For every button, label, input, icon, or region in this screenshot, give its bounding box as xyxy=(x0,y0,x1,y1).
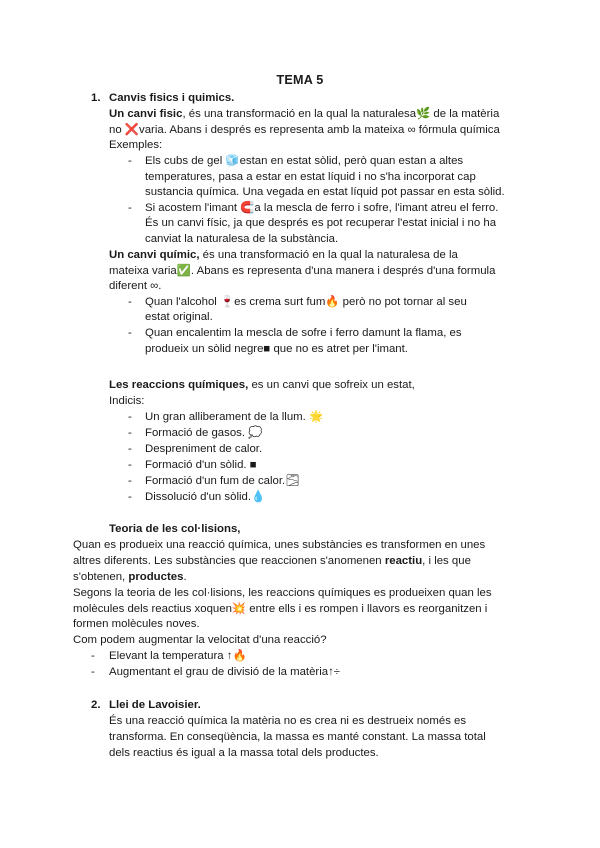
bullet-dash: - xyxy=(128,491,132,503)
example-1-line-1: Els cubs de gel 🧊estan en estat sòlid, però quan estan a altes xyxy=(145,155,464,167)
section-2-number: 2. xyxy=(91,699,101,711)
teoria-line-6: formen molècules noves. xyxy=(73,618,200,630)
teoria-line-3-text: s'obtenen, xyxy=(73,571,129,583)
canvi-quimic-text-3: diferent ∞. xyxy=(109,280,162,292)
bullet-dash: - xyxy=(128,443,132,455)
section-2-heading: Llei de Lavoisier. xyxy=(109,699,201,711)
indici-item: Formació d'un sòlid. ■ xyxy=(145,459,257,471)
lavoisier-line-1: És una reacció química la matèria no es crea ni es destrueix només es xyxy=(109,715,467,727)
example-4-line-2: produeix un sòlid negre■ que no es atret per l'imant. xyxy=(145,343,408,355)
indici-item: Despreniment de calor. xyxy=(145,443,263,455)
teoria-heading: Teoria de les col·lisions, xyxy=(109,523,241,535)
teoria-option-2: Augmentant el grau de divisió de la matèria↑÷ xyxy=(109,666,341,678)
example-2-line-1: Si acostem l'imant 🧲a la mescla de ferro i sofre, l'imant atreu el ferro. xyxy=(145,202,499,214)
canvi-fisic-paragraph xyxy=(109,107,499,123)
canvi-quimic-text-2: mateixa varia✅. Abans es representa d'una manera i després d'una formula xyxy=(109,265,496,277)
teoria-line-1: Quan es produeix una reacció química, unes substàncies es transformen en unes xyxy=(73,539,486,551)
teoria-line-3-end: . xyxy=(183,571,187,583)
section-1-heading: Canvis fisics i quimics. xyxy=(109,92,235,104)
bullet-dash: - xyxy=(128,327,132,339)
bullet-dash: - xyxy=(128,202,132,214)
indici-item: Formació d'un fum de calor.🌫 xyxy=(145,475,300,487)
indici-item: Un gran alliberament de la llum. 🌟 xyxy=(145,411,324,423)
example-4-line-1: Quan encalentim la mescla de sofre i ferro damunt la flama, es xyxy=(145,327,462,339)
example-3-line-2: estat original. xyxy=(145,311,213,323)
teoria-line-3 xyxy=(73,570,187,586)
example-3-line-1: Quan l'alcohol 🍷es crema surt fum🔥 però no pot tornar al seu xyxy=(145,296,467,308)
bullet-dash: - xyxy=(128,296,132,308)
canvi-fisic-text-2: no ❌varia. Abans i després es representa amb la mateixa ∞ fórmula química xyxy=(109,124,500,136)
teoria-option-1: Elevant la temperatura ↑🔥 xyxy=(109,650,247,662)
reactiu-term: reactiu xyxy=(384,555,423,567)
examples-label: Exemples: xyxy=(109,139,163,151)
teoria-line-2-end: , i les que xyxy=(422,555,471,567)
lavoisier-line-2: transforma. En conseqüència, la massa es manté constant. La massa total xyxy=(109,731,486,743)
indicis-label: Indicis: xyxy=(109,395,145,407)
reaccions-term: Les reaccions químiques, xyxy=(109,379,249,391)
bullet-dash: - xyxy=(128,475,132,487)
example-1-line-3: sustancia química. Una vegada en estat líquid pot passar en esta sòlid. xyxy=(145,186,505,198)
canvi-quimic-text-1: és una transformació en la qual la naturalesa de la xyxy=(199,249,458,261)
bullet-dash: - xyxy=(128,411,132,423)
teoria-line-2-text: altres diferents. Les substàncies que reaccionen s'anomenen xyxy=(73,555,385,567)
teoria-line-5: molècules dels reactius xoquen💥 entre ells i es rompen i llavors es reorganitzen i xyxy=(73,603,488,615)
bullet-dash: - xyxy=(128,427,132,439)
canvi-fisic-text-1: , és una transformació en la qual la naturalesa🌿 de la matèria xyxy=(182,108,500,120)
canvi-fisic-term: Un canvi fisic xyxy=(109,108,183,120)
lavoisier-line-3: dels reactius és igual a la massa total dels productes. xyxy=(109,747,379,759)
canvi-quimic-term: Un canvi químic, xyxy=(109,249,200,261)
bullet-dash: - xyxy=(128,459,132,471)
indici-item: Dissolució d'un sòlid.💧 xyxy=(145,491,266,503)
reaccions-paragraph xyxy=(109,378,415,394)
example-1-line-2: temperatures, pasa a estar en estat líquid i no s'ha incorporat cap xyxy=(145,171,476,183)
indici-item: Formació de gasos. 💭 xyxy=(145,427,263,439)
reaccions-text: es un canvi que sofreix un estat, xyxy=(248,379,415,391)
teoria-line-2 xyxy=(73,554,471,570)
teoria-question: Com podem augmentar la velocitat d'una reacció? xyxy=(73,634,327,646)
bullet-dash: - xyxy=(91,650,95,662)
bullet-dash: - xyxy=(91,666,95,678)
bullet-dash: - xyxy=(128,155,132,167)
example-2-line-2: És un canvi físic, ja que després es pot recuperar l'estat inicial i no ha xyxy=(145,217,497,229)
section-1-number: 1. xyxy=(91,92,101,104)
example-2-line-3: canviat la naturalesa de la substància. xyxy=(145,233,339,245)
productes-term: productes xyxy=(128,571,184,583)
page-title: TEMA 5 xyxy=(276,73,324,87)
teoria-line-4: Segons la teoria de les col·lisions, les reaccions químiques es produeixen quan les xyxy=(73,587,492,599)
canvi-quimic-paragraph xyxy=(109,248,458,264)
